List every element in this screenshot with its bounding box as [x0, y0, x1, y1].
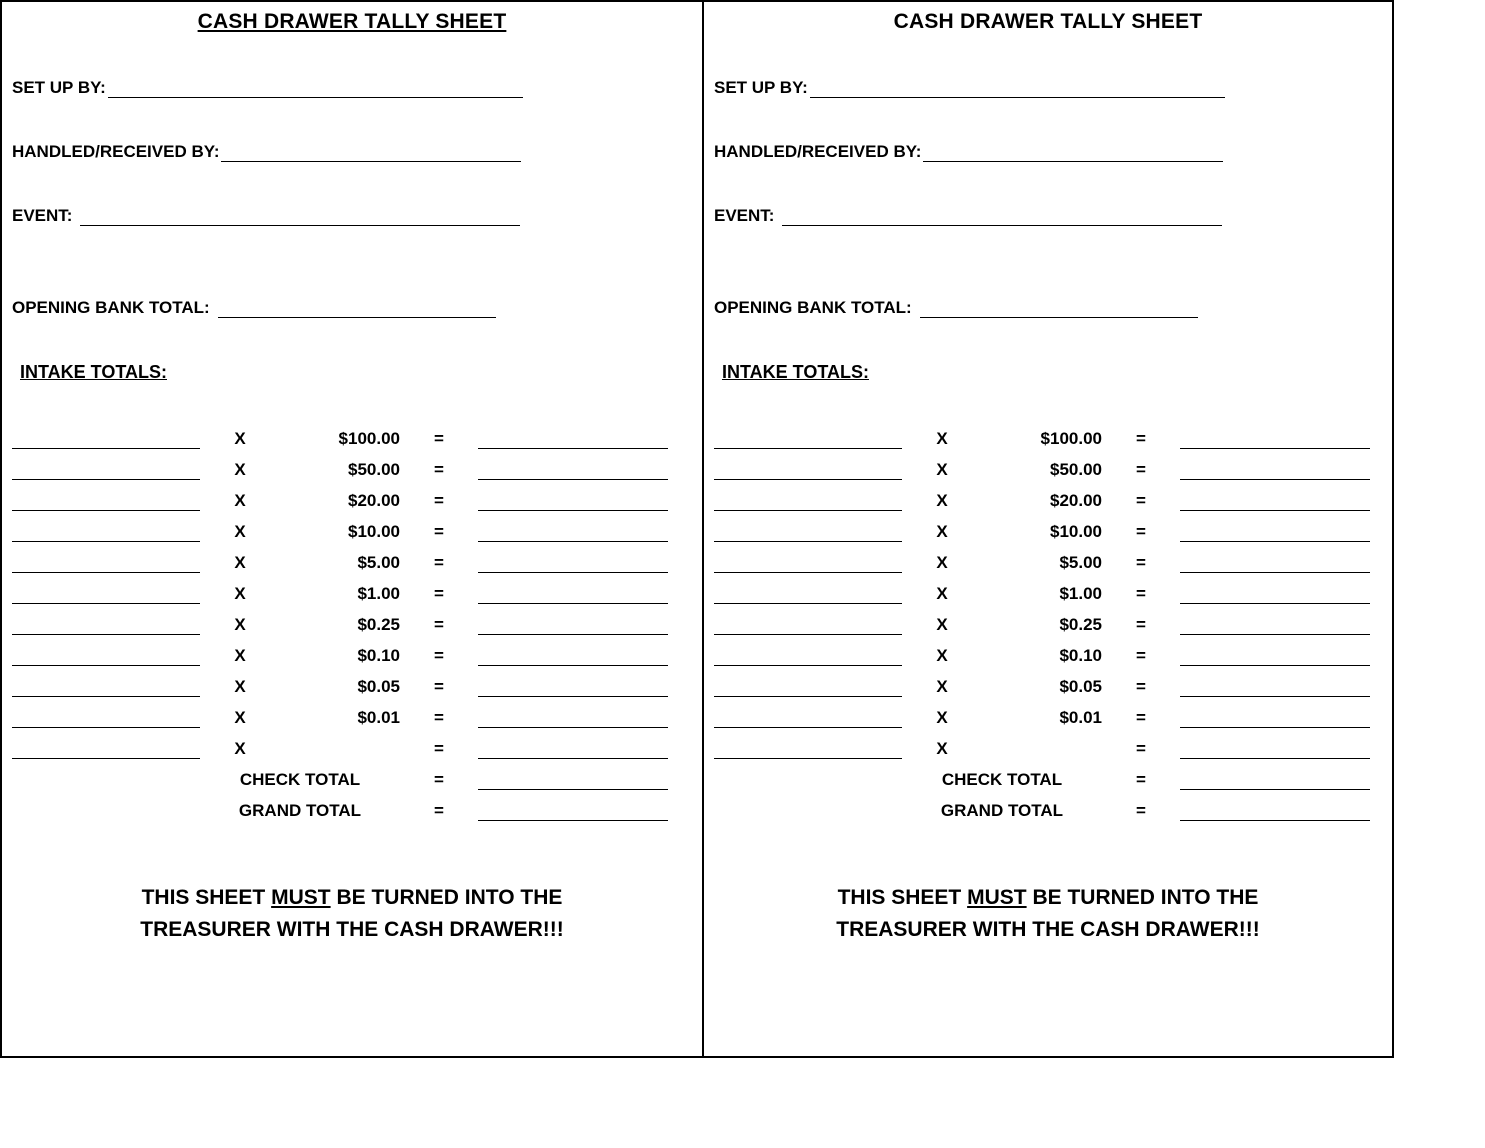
field-input-event[interactable] [80, 208, 520, 226]
result-input[interactable] [478, 707, 668, 728]
denomination-value: $100.00 [338, 429, 400, 448]
result-input[interactable] [478, 428, 668, 449]
footer-line2: TREASURER WITH THE CASH DRAWER!!! [140, 917, 564, 941]
table-row [714, 449, 1382, 480]
table-row [12, 418, 692, 449]
multiply-symbol: X [234, 491, 246, 510]
result-input[interactable] [1180, 459, 1370, 480]
quantity-input[interactable] [12, 676, 200, 697]
tally-sheet-right [704, 2, 1392, 1056]
result-input[interactable] [478, 676, 668, 697]
table-row [12, 542, 692, 573]
page-title: CASH DRAWER TALLY SHEET [893, 10, 1203, 33]
equals-symbol: = [1136, 801, 1146, 820]
denomination-value: $5.00 [1059, 553, 1102, 572]
field-label-event: EVENT: [12, 206, 73, 225]
quantity-input[interactable] [714, 738, 902, 759]
denomination-value: $5.00 [357, 553, 400, 572]
table-row-grand-total [12, 790, 692, 821]
equals-symbol: = [1136, 739, 1146, 758]
result-input[interactable] [478, 614, 668, 635]
denomination-value: $0.10 [357, 646, 400, 665]
quantity-input[interactable] [12, 490, 200, 511]
equals-symbol: = [434, 708, 444, 727]
grand-total-label: GRAND TOTAL [238, 801, 362, 820]
multiply-symbol: X [234, 522, 246, 541]
result-input[interactable] [1180, 521, 1370, 542]
result-input[interactable] [478, 645, 668, 666]
table-row [12, 573, 692, 604]
denomination-value: $50.00 [1049, 460, 1102, 479]
table-row [12, 728, 692, 759]
denomination-value: $0.25 [1059, 615, 1102, 634]
page-title: CASH DRAWER TALLY SHEET [197, 10, 507, 33]
multiply-symbol: X [936, 615, 948, 634]
field-input-set-up-by[interactable] [810, 80, 1225, 98]
result-input[interactable] [478, 459, 668, 480]
multiply-symbol: X [234, 460, 246, 479]
result-input[interactable] [478, 583, 668, 604]
table-row [714, 604, 1382, 635]
result-input[interactable] [1180, 614, 1370, 635]
denomination-value: $0.25 [357, 615, 400, 634]
field-opening-bank-total [12, 298, 496, 318]
quantity-input[interactable] [12, 428, 200, 449]
equals-symbol: = [1136, 770, 1146, 789]
quantity-input[interactable] [714, 645, 902, 666]
denomination-value: $0.01 [1059, 708, 1102, 727]
result-input[interactable] [478, 521, 668, 542]
table-row [12, 449, 692, 480]
field-label-set-up-by: SET UP BY: [713, 78, 808, 97]
footer-emphasis-must: MUST [271, 886, 331, 909]
multiply-symbol: X [936, 584, 948, 603]
check-total-label: CHECK TOTAL [239, 770, 361, 789]
footer-line1-before: THIS SHEET [837, 886, 968, 909]
grand-total-input[interactable] [478, 800, 668, 821]
table-row [714, 511, 1382, 542]
quantity-input[interactable] [12, 521, 200, 542]
field-event [12, 206, 520, 226]
denomination-value: $0.01 [357, 708, 400, 727]
field-label-event: EVENT: [713, 206, 775, 225]
multiply-symbol: X [936, 739, 948, 758]
field-label-handled-received-by: HANDLED/RECEIVED BY: [713, 142, 922, 161]
denomination-value: $20.00 [348, 491, 400, 510]
tally-sheet-left [2, 2, 704, 1056]
denomination-value: $1.00 [1059, 584, 1102, 603]
quantity-input[interactable] [12, 552, 200, 573]
footer-line1-before: THIS SHEET [141, 886, 272, 909]
equals-symbol: = [434, 615, 444, 634]
result-input[interactable] [1180, 738, 1370, 759]
equals-symbol: = [1136, 677, 1146, 696]
equals-symbol: = [1136, 553, 1146, 572]
field-opening-bank-total [714, 298, 1198, 318]
quantity-input[interactable] [714, 521, 902, 542]
equals-symbol: = [434, 429, 444, 448]
table-row [714, 542, 1382, 573]
footer-line1-after: BE TURNED INTO THE [1026, 886, 1259, 909]
table-row-check-total [12, 759, 692, 790]
denomination-table [2, 418, 702, 821]
denomination-value: $10.00 [1049, 522, 1102, 541]
equals-symbol: = [434, 677, 444, 696]
equals-symbol: = [1136, 491, 1146, 510]
multiply-symbol: X [234, 429, 246, 448]
field-handled-received-by [714, 142, 1223, 162]
denomination-value: $1.00 [357, 584, 400, 603]
multiply-symbol: X [234, 739, 246, 758]
quantity-input[interactable] [12, 707, 200, 728]
denomination-value: $20.00 [1049, 491, 1102, 510]
denomination-value: $0.10 [1059, 646, 1102, 665]
equals-symbol: = [434, 770, 444, 789]
field-label-opening-bank-total: OPENING BANK TOTAL: [713, 298, 912, 317]
multiply-symbol: X [234, 553, 246, 572]
grand-total-input[interactable] [1180, 800, 1370, 821]
equals-symbol: = [1136, 460, 1146, 479]
denomination-table [704, 418, 1392, 821]
equals-symbol: = [434, 491, 444, 510]
quantity-input[interactable] [714, 583, 902, 604]
multiply-symbol: X [234, 584, 246, 603]
multiply-symbol: X [234, 677, 246, 696]
denomination-value: $0.05 [1059, 677, 1102, 696]
section-heading-intake-totals: INTAKE TOTALS: [721, 362, 869, 382]
table-row-check-total [714, 759, 1382, 790]
field-label-handled-received-by: HANDLED/RECEIVED BY: [12, 142, 220, 161]
denomination-value: $10.00 [348, 522, 400, 541]
quantity-input[interactable] [12, 459, 200, 480]
field-event [714, 206, 1222, 226]
multiply-symbol: X [936, 491, 948, 510]
table-row [714, 635, 1382, 666]
result-input[interactable] [478, 490, 668, 511]
footer-emphasis-must: MUST [967, 886, 1027, 909]
equals-symbol: = [434, 739, 444, 758]
result-input[interactable] [1180, 428, 1370, 449]
footer-line2: TREASURER WITH THE CASH DRAWER!!! [836, 917, 1260, 941]
table-row [714, 728, 1382, 759]
result-input[interactable] [1180, 490, 1370, 511]
quantity-input[interactable] [714, 490, 902, 511]
field-input-set-up-by[interactable] [108, 80, 523, 98]
field-label-opening-bank-total: OPENING BANK TOTAL: [12, 298, 210, 317]
table-row [12, 604, 692, 635]
equals-symbol: = [1136, 708, 1146, 727]
quantity-input[interactable] [12, 645, 200, 666]
multiply-symbol: X [234, 646, 246, 665]
table-row [12, 635, 692, 666]
check-total-input[interactable] [478, 769, 668, 790]
table-row [714, 666, 1382, 697]
table-row-grand-total [714, 790, 1382, 821]
field-input-event[interactable] [782, 208, 1222, 226]
field-label-set-up-by: SET UP BY: [12, 78, 106, 97]
multiply-symbol: X [234, 615, 246, 634]
table-row [714, 573, 1382, 604]
denomination-value: $50.00 [348, 460, 400, 479]
field-input-opening-bank-total[interactable] [920, 300, 1198, 318]
quantity-input[interactable] [714, 459, 902, 480]
result-input[interactable] [1180, 707, 1370, 728]
result-input[interactable] [1180, 583, 1370, 604]
equals-symbol: = [1136, 522, 1146, 541]
equals-symbol: = [434, 522, 444, 541]
field-set-up-by [714, 78, 1225, 98]
check-total-label: CHECK TOTAL [941, 770, 1063, 789]
section-heading-intake-totals: INTAKE TOTALS: [20, 362, 167, 382]
table-row [12, 666, 692, 697]
quantity-input[interactable] [714, 614, 902, 635]
multiply-symbol: X [936, 522, 948, 541]
equals-symbol: = [434, 460, 444, 479]
quantity-input[interactable] [714, 707, 902, 728]
equals-symbol: = [434, 584, 444, 603]
quantity-input[interactable] [12, 738, 200, 759]
equals-symbol: = [1136, 584, 1146, 603]
field-input-handled-received-by[interactable] [221, 144, 521, 162]
quantity-input[interactable] [714, 552, 902, 573]
table-row [12, 697, 692, 728]
result-input[interactable] [478, 552, 668, 573]
result-input[interactable] [478, 738, 668, 759]
grand-total-label: GRAND TOTAL [940, 801, 1064, 820]
denomination-value: $100.00 [1040, 429, 1102, 448]
table-row [714, 418, 1382, 449]
field-handled-received-by [12, 142, 521, 162]
quantity-input[interactable] [714, 676, 902, 697]
denomination-value: $0.05 [357, 677, 400, 696]
table-row [714, 480, 1382, 511]
multiply-symbol: X [936, 460, 948, 479]
equals-symbol: = [1136, 646, 1146, 665]
multiply-symbol: X [936, 708, 948, 727]
field-set-up-by [12, 78, 523, 98]
quantity-input[interactable] [12, 583, 200, 604]
multiply-symbol: X [936, 677, 948, 696]
footer-line1-after: BE TURNED INTO THE [330, 886, 563, 909]
check-total-input[interactable] [1180, 769, 1370, 790]
equals-symbol: = [434, 801, 444, 820]
table-row [12, 511, 692, 542]
result-input[interactable] [1180, 552, 1370, 573]
equals-symbol: = [434, 553, 444, 572]
table-row [714, 697, 1382, 728]
result-input[interactable] [1180, 676, 1370, 697]
footer-notice [704, 882, 1392, 945]
equals-symbol: = [434, 646, 444, 665]
footer-notice [2, 882, 702, 945]
field-input-handled-received-by[interactable] [923, 144, 1223, 162]
equals-symbol: = [1136, 429, 1146, 448]
multiply-symbol: X [234, 708, 246, 727]
field-input-opening-bank-total[interactable] [218, 300, 496, 318]
quantity-input[interactable] [12, 614, 200, 635]
equals-symbol: = [1136, 615, 1146, 634]
multiply-symbol: X [936, 646, 948, 665]
multiply-symbol: X [936, 429, 948, 448]
multiply-symbol: X [936, 553, 948, 572]
quantity-input[interactable] [714, 428, 902, 449]
result-input[interactable] [1180, 645, 1370, 666]
table-row [12, 480, 692, 511]
